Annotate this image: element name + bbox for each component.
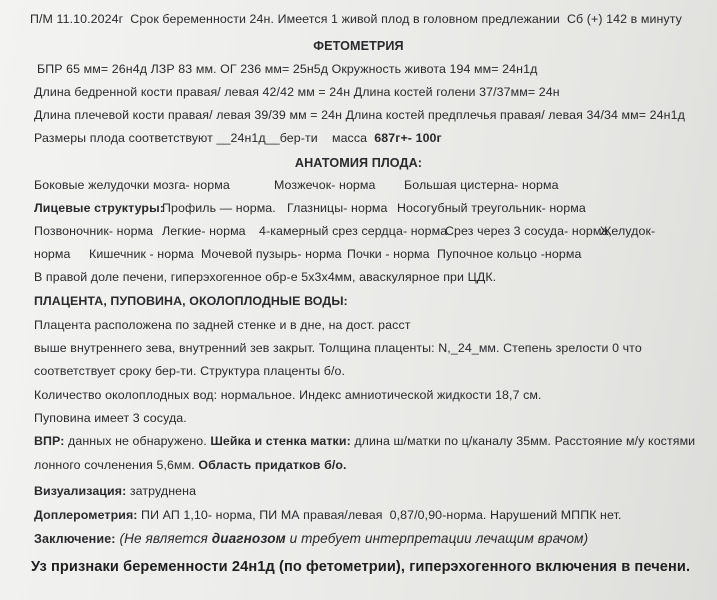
spine: Позвоночник- норма xyxy=(34,224,154,238)
stomach-label: Желудок- xyxy=(600,224,656,238)
stomach-status: норма xyxy=(34,247,71,261)
bladder: Мочевой пузырь- норма xyxy=(201,247,342,261)
heart-4-chamber: 4-камерный срез сердца- норма xyxy=(259,224,448,238)
doppler-value: ПИ АП 1,10- норма, ПИ МА правая/левая 0,87/0,90-норма. Нарушений МППК нет. xyxy=(137,508,622,522)
doppler-label: Доплерометрия: xyxy=(34,508,138,522)
placenta-line-1: Плацента расположена по задней стенке и в дне, на дост. расст xyxy=(34,318,411,332)
placenta-title: ПЛАЦЕНТА, ПУПОВИНА, ОКОЛОПЛОДНЫЕ ВОДЫ: xyxy=(34,294,348,308)
doppler-line xyxy=(34,507,622,523)
cervix-text: длина ш/матки по ц/каналу 35мм. Расстояние м/у костями xyxy=(350,434,696,448)
vpr-line-2 xyxy=(34,457,347,473)
visualization-label: Визуализация: xyxy=(34,484,127,498)
placenta-line-2: выше внутреннего зева, внутренний зев закрыт. Толщина плаценты: N,_24_мм. Степень зрелости 0 что xyxy=(34,341,642,355)
facial-structures-label: Лицевые структуры: xyxy=(34,201,164,215)
fetometry-line-4 xyxy=(34,130,442,146)
vpr-line-1 xyxy=(34,433,695,449)
conclusion-note-end: и требует интерпретации лечащим врачом) xyxy=(285,531,589,546)
three-vessel-view: Срез через 3 сосуда- норма, xyxy=(445,224,612,238)
size-correspondence-label: Размеры плода соответствуют xyxy=(34,131,217,145)
nasolabial-triangle: Носогубный треугольник- норма xyxy=(397,201,586,215)
conclusion-label: Заключение: xyxy=(34,532,116,546)
cervix-label: Шейка и стенка матки: xyxy=(210,434,351,448)
placenta-line-3: соответствует сроку бер-ти. Структура плаценты б/о. xyxy=(34,364,346,378)
visualization-line xyxy=(34,483,196,499)
umbilical-cord: Пуповина имеет 3 сосуда. xyxy=(34,411,187,425)
final-conclusion: Уз признаки беременности 24н1д (по фетометрии), гиперэхогенного включения в печени. xyxy=(31,559,691,575)
brain-structures-line xyxy=(34,177,230,193)
lateral-ventricles: Боковые желудочки мозга- норма xyxy=(34,178,230,192)
gestational-age-value: __24н1д__ xyxy=(216,131,280,145)
kidneys: Почки - норма xyxy=(347,247,430,261)
profile: Профиль — норма. xyxy=(162,201,276,215)
conclusion-note-start: (Не является xyxy=(115,531,212,546)
liver-finding: В правой доле печени, гиперэхогенное обр-е 5х3х4мм, аваскулярное при ЦДК. xyxy=(34,270,497,284)
adnexa-label: Область придатков б/о. xyxy=(198,458,347,472)
fetometry-line-3: Длина плечевой кости правая/ левая 39/39 мм = 24н Длина костей предплечья правая/ левая 34/34 мм= 24н1д xyxy=(34,108,685,122)
cerebellum: Мозжечок- норма xyxy=(274,178,376,192)
cisterna-magna: Большая цистерна- норма xyxy=(404,178,559,192)
fetometry-line-1: БПР 65 мм= 26н4д ЛЗР 83 мм. ОГ 236 мм= 25н5д Окружность живота 194 мм= 24н1д xyxy=(37,62,538,76)
conclusion-note-diagnosis: диагнозом xyxy=(211,531,286,546)
anatomy-title: АНАТОМИЯ ПЛОДА: xyxy=(294,156,423,170)
header-line xyxy=(30,11,682,27)
orbits: Глазницы- норма xyxy=(287,201,388,215)
lungs: Легкие- норма xyxy=(162,224,246,238)
vpr-text: данных не обнаружено. xyxy=(64,434,211,448)
amniotic-fluid: Количество околоплодных вод: нормальное. Индекс амниотической жидкости 18,7 см. xyxy=(34,388,542,402)
mass-label: бер-ти масса xyxy=(279,131,375,145)
conclusion-line xyxy=(34,531,588,547)
fetometry-title: ФЕТОМЕТРИЯ xyxy=(313,39,404,53)
visualization-value: затруднена xyxy=(126,484,197,498)
header-exam-info: П/М 11.10.2024г Срок беременности 24н. Имеется 1 живой плод в головном предлежании xyxy=(30,12,560,26)
pubic-symphysis-text: лонного сочленения 5,6мм. xyxy=(34,458,199,472)
fetometry-line-2: Длина бедренной кости правая/ левая 42/42 мм = 24н Длина костей голени 37/37мм= 24н xyxy=(34,85,560,99)
intestine: Кишечник - норма xyxy=(89,247,194,261)
header-heart-rate: Сб (+) 142 в минуту xyxy=(566,12,682,26)
mass-value: 687г+- 100г xyxy=(374,131,442,145)
umbilical-ring: Пупочное кольцо -норма xyxy=(437,247,582,261)
vpr-label: ВПР: xyxy=(34,434,65,448)
